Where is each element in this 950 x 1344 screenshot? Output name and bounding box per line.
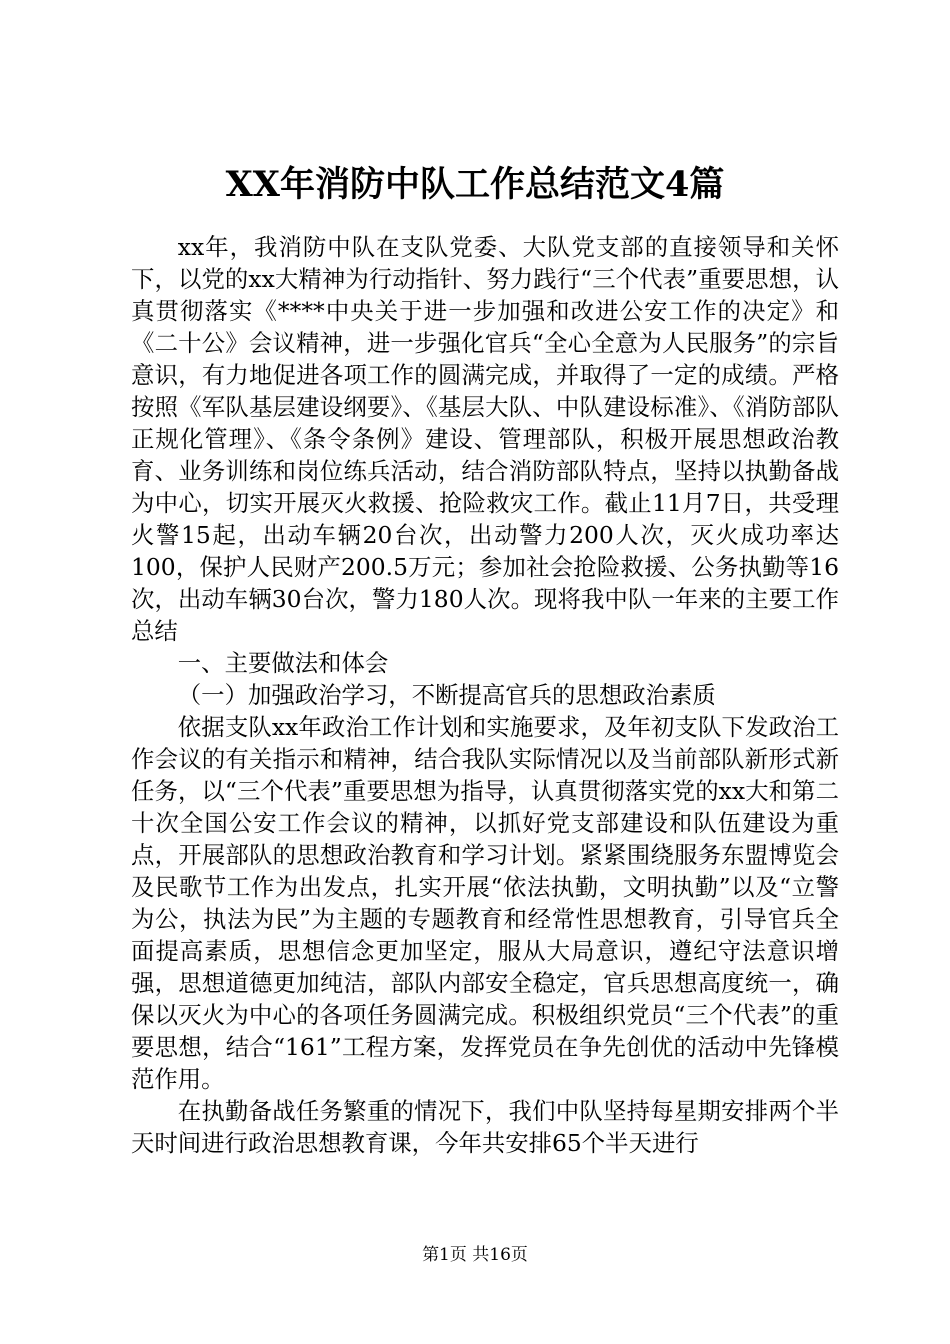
subsection-heading: （一）加强政治学习，不断提高官兵的思想政治素质	[177, 681, 716, 709]
section-heading: 一、主要做法和体会	[177, 649, 389, 677]
page-number-footer: 第1页 共16页	[422, 1245, 528, 1265]
paragraph-weekly-education: 在执勤备战任务繁重的情况下，我们中队坚持每星期安排两个半天时间进行政治思想教育课，今年共安排65个半天进行	[131, 1097, 839, 1157]
document-body	[131, 231, 839, 1159]
paragraph-intro: xx年，我消防中队在支队党委、大队党支部的直接领导和关怀下，以党的xx大精神为行动指针、努力践行“三个代表”重要思想，认真贯彻落实《****中央关于进一步加强和改进公安工作的决定》和《二十公》会议精神，进一步强化官兵“全心全意为人民服务”的宗旨意识，有力地促进各项工作的圆满完成，并取得了一定的成绩。严格按照《军队基层建设纲要》、《基层大队、中队建设标准》、《消防部队正规化管理》、《条令条例》建设、管理部队，积极开展思想政治教育、业务训练和岗位练兵活动，结合消防部队特点，坚持以执勤备战为中心，切实开展灭火救援、抢险救灾工作。截止11月7日，共受理火警15起，出动车辆20台次，出动警力200人次，灭火成功率达100，保护人民财产200.5万元；参加社会抢险救援、公务执勤等16次，出动车辆30台次，警力180人次。现将我中队一年来的主要工作总结	[131, 233, 839, 645]
paragraph-political-study: 依据支队xx年政治工作计划和实施要求，及年初支队下发政治工作会议的有关指示和精神，结合我队实际情况以及当前部队新形式新任务，以“三个代表”重要思想为指导，认真贯彻落实党的xx大和第二十次全国公安工作会议的精神，以抓好党支部建设和队伍建设为重点，开展部队的思想政治教育和学习计划。紧紧围绕服务东盟博览会及民歌节工作为出发点，扎实开展“依法执勤，文明执勤”以及“立警为公，执法为民”为主题的专题教育和经常性思想教育，引导官兵全面提高素质，思想信念更加坚定，服从大局意识，遵纪守法意识增强，思想道德更加纯洁，部队内部安全稳定，官兵思想高度统一，确保以灭火为中心的各项任务圆满完成。积极组织党员“三个代表”的重要思想，结合“161”工程方案，发挥党员在争先创优的活动中先锋模范作用。	[131, 713, 839, 1093]
document-title: XX年消防中队工作总结范文4篇	[225, 164, 725, 205]
